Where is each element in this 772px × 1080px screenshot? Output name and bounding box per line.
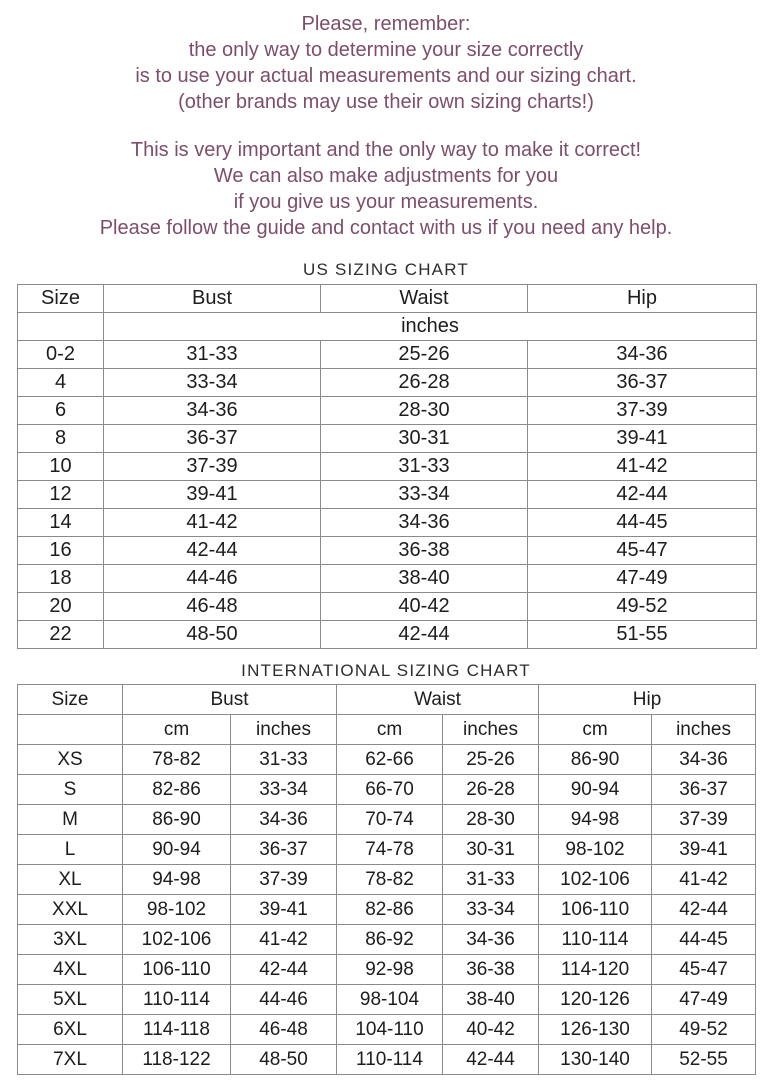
us-header-hip: Hip (528, 285, 757, 313)
intl-cell-hip-cm: 90-94 (539, 775, 652, 805)
intl-unit-bust-inches: inches (231, 715, 337, 745)
us-header-bust: Bust (104, 285, 321, 313)
intl-cell-size: 4XL (18, 955, 123, 985)
intl-unit-row (18, 715, 756, 745)
intro-line-follow-guide: Please follow the guide and contact with us if you need any help. (99, 217, 673, 239)
us-table-body (18, 341, 757, 649)
intro-line-measurements: is to use your actual measurements and our sizing chart. (135, 65, 637, 87)
us-header-size: Size (18, 285, 104, 313)
intro-paragraph-1 (0, 11, 772, 115)
intl-size-row (18, 985, 756, 1015)
intl-cell-bust-cm: 106-110 (123, 955, 231, 985)
intl-cell-waist-inches: 28-30 (443, 805, 539, 835)
intl-cell-size: 7XL (18, 1045, 123, 1075)
intl-cell-waist-inches: 25-26 (443, 745, 539, 775)
us-cell-bust: 42-44 (104, 537, 321, 565)
intl-cell-bust-cm: 78-82 (123, 745, 231, 775)
intl-cell-bust-inches: 31-33 (231, 745, 337, 775)
us-sizing-table (17, 284, 757, 649)
intl-unit-waist-cm: cm (337, 715, 443, 745)
us-cell-bust: 46-48 (104, 593, 321, 621)
intl-cell-waist-inches: 34-36 (443, 925, 539, 955)
intl-cell-waist-cm: 104-110 (337, 1015, 443, 1045)
intl-cell-bust-cm: 102-106 (123, 925, 231, 955)
intl-cell-bust-inches: 37-39 (231, 865, 337, 895)
intro-paragraph-2 (0, 137, 772, 241)
us-cell-hip: 49-52 (528, 593, 757, 621)
intl-cell-bust-cm: 82-86 (123, 775, 231, 805)
intl-size-row (18, 835, 756, 865)
intl-cell-bust-cm: 114-118 (123, 1015, 231, 1045)
intl-unit-hip-cm: cm (539, 715, 652, 745)
us-header-waist: Waist (321, 285, 528, 313)
intl-cell-waist-cm: 62-66 (337, 745, 443, 775)
intl-cell-hip-inches: 42-44 (652, 895, 756, 925)
intl-chart-title: INTERNATIONAL SIZING CHART (241, 661, 531, 680)
us-cell-size: 14 (18, 509, 104, 537)
intl-header-waist: Waist (337, 685, 539, 715)
intl-cell-size: XL (18, 865, 123, 895)
us-unit-row (18, 313, 757, 341)
us-cell-hip: 41-42 (528, 453, 757, 481)
us-size-row (18, 481, 757, 509)
intl-cell-hip-cm: 98-102 (539, 835, 652, 865)
intl-unit-waist-inches: inches (443, 715, 539, 745)
intl-size-row (18, 745, 756, 775)
intl-cell-size: 3XL (18, 925, 123, 955)
us-cell-size: 18 (18, 565, 104, 593)
intl-cell-waist-inches: 31-33 (443, 865, 539, 895)
us-cell-hip: 47-49 (528, 565, 757, 593)
intl-cell-hip-inches: 41-42 (652, 865, 756, 895)
intl-cell-hip-inches: 34-36 (652, 745, 756, 775)
intl-cell-hip-cm: 86-90 (539, 745, 652, 775)
us-size-row (18, 565, 757, 593)
us-cell-size: 8 (18, 425, 104, 453)
intl-cell-hip-inches: 37-39 (652, 805, 756, 835)
intl-unit-bust-cm: cm (123, 715, 231, 745)
intl-cell-hip-cm: 120-126 (539, 985, 652, 1015)
us-cell-waist: 26-28 (321, 369, 528, 397)
intro-line-give-measurements: if you give us your measurements. (233, 191, 539, 213)
intl-cell-waist-inches: 36-38 (443, 955, 539, 985)
intro-line-remember: Please, remember: (301, 13, 471, 35)
us-size-row (18, 537, 757, 565)
intl-cell-size: S (18, 775, 123, 805)
intl-size-row (18, 955, 756, 985)
us-cell-bust: 44-46 (104, 565, 321, 593)
intl-cell-hip-inches: 44-45 (652, 925, 756, 955)
intl-cell-waist-cm: 74-78 (337, 835, 443, 865)
intl-header-bust: Bust (123, 685, 337, 715)
intl-cell-hip-inches: 49-52 (652, 1015, 756, 1045)
us-cell-size: 10 (18, 453, 104, 481)
intl-cell-hip-inches: 39-41 (652, 835, 756, 865)
us-cell-waist: 36-38 (321, 537, 528, 565)
intl-cell-bust-inches: 44-46 (231, 985, 337, 1015)
intl-size-row (18, 895, 756, 925)
us-cell-bust: 33-34 (104, 369, 321, 397)
us-size-row (18, 453, 757, 481)
intl-cell-bust-cm: 118-122 (123, 1045, 231, 1075)
us-cell-size: 12 (18, 481, 104, 509)
intro-line-adjustments: We can also make adjustments for you (213, 165, 559, 187)
us-cell-waist: 34-36 (321, 509, 528, 537)
intl-cell-waist-inches: 26-28 (443, 775, 539, 805)
intl-table-body (18, 745, 756, 1075)
intl-size-row (18, 925, 756, 955)
intl-unit-hip-inches: inches (652, 715, 756, 745)
intl-size-row (18, 775, 756, 805)
intl-cell-hip-cm: 110-114 (539, 925, 652, 955)
intl-cell-bust-inches: 41-42 (231, 925, 337, 955)
intl-cell-bust-inches: 46-48 (231, 1015, 337, 1045)
us-cell-bust: 48-50 (104, 621, 321, 649)
us-cell-bust: 37-39 (104, 453, 321, 481)
intl-cell-waist-inches: 30-31 (443, 835, 539, 865)
us-cell-bust: 31-33 (104, 341, 321, 369)
intl-cell-bust-cm: 98-102 (123, 895, 231, 925)
us-cell-hip: 37-39 (528, 397, 757, 425)
intl-cell-waist-cm: 110-114 (337, 1045, 443, 1075)
intl-cell-hip-cm: 114-120 (539, 955, 652, 985)
intl-cell-size: XXL (18, 895, 123, 925)
us-cell-size: 16 (18, 537, 104, 565)
intl-cell-waist-cm: 70-74 (337, 805, 443, 835)
us-cell-waist: 33-34 (321, 481, 528, 509)
intl-cell-waist-cm: 86-92 (337, 925, 443, 955)
us-size-row (18, 425, 757, 453)
us-cell-size: 0-2 (18, 341, 104, 369)
us-cell-size: 22 (18, 621, 104, 649)
us-cell-bust: 41-42 (104, 509, 321, 537)
intl-cell-bust-cm: 94-98 (123, 865, 231, 895)
us-cell-hip: 51-55 (528, 621, 757, 649)
us-unit-label: inches (104, 313, 757, 341)
intl-cell-waist-inches: 42-44 (443, 1045, 539, 1075)
us-cell-hip: 42-44 (528, 481, 757, 509)
us-cell-waist: 28-30 (321, 397, 528, 425)
intl-cell-hip-cm: 130-140 (539, 1045, 652, 1075)
us-cell-waist: 40-42 (321, 593, 528, 621)
intl-cell-hip-cm: 126-130 (539, 1015, 652, 1045)
us-size-row (18, 397, 757, 425)
intl-cell-bust-inches: 34-36 (231, 805, 337, 835)
intl-cell-bust-inches: 48-50 (231, 1045, 337, 1075)
intl-cell-bust-cm: 110-114 (123, 985, 231, 1015)
intl-size-row (18, 1045, 756, 1075)
us-chart-title: US SIZING CHART (303, 260, 469, 279)
intl-cell-hip-cm: 102-106 (539, 865, 652, 895)
intl-cell-waist-cm: 66-70 (337, 775, 443, 805)
intro-line-only-way: the only way to determine your size correctly (188, 39, 584, 61)
us-cell-size: 4 (18, 369, 104, 397)
intl-cell-hip-cm: 94-98 (539, 805, 652, 835)
intl-cell-waist-cm: 92-98 (337, 955, 443, 985)
intl-header-size: Size (18, 685, 123, 715)
us-size-row (18, 369, 757, 397)
us-cell-hip: 36-37 (528, 369, 757, 397)
intl-cell-waist-cm: 82-86 (337, 895, 443, 925)
us-cell-waist: 25-26 (321, 341, 528, 369)
us-cell-hip: 39-41 (528, 425, 757, 453)
us-size-row (18, 593, 757, 621)
intl-cell-bust-inches: 36-37 (231, 835, 337, 865)
us-header-row (18, 285, 757, 313)
intro-line-important: This is very important and the only way to make it correct! (130, 139, 642, 161)
intl-cell-waist-inches: 33-34 (443, 895, 539, 925)
us-size-row (18, 509, 757, 537)
intl-unit-empty-cell (18, 715, 123, 745)
intl-cell-waist-cm: 78-82 (337, 865, 443, 895)
us-cell-bust: 36-37 (104, 425, 321, 453)
intl-header-hip: Hip (539, 685, 756, 715)
intl-cell-size: M (18, 805, 123, 835)
us-cell-hip: 34-36 (528, 341, 757, 369)
intro-text-block (0, 0, 772, 241)
intl-cell-waist-inches: 38-40 (443, 985, 539, 1015)
intl-cell-hip-inches: 52-55 (652, 1045, 756, 1075)
intl-cell-bust-inches: 39-41 (231, 895, 337, 925)
intl-cell-waist-cm: 98-104 (337, 985, 443, 1015)
intl-cell-hip-inches: 47-49 (652, 985, 756, 1015)
us-cell-bust: 39-41 (104, 481, 321, 509)
us-unit-empty-cell (18, 313, 104, 341)
intl-size-row (18, 865, 756, 895)
us-size-row (18, 621, 757, 649)
intl-cell-hip-inches: 36-37 (652, 775, 756, 805)
intro-line-other-brands: (other brands may use their own sizing charts!) (178, 91, 594, 113)
intl-sizing-table (17, 684, 756, 1075)
us-size-row (18, 341, 757, 369)
us-cell-waist: 38-40 (321, 565, 528, 593)
intl-cell-size: L (18, 835, 123, 865)
intl-cell-hip-inches: 45-47 (652, 955, 756, 985)
intl-cell-bust-inches: 42-44 (231, 955, 337, 985)
intl-size-row (18, 1015, 756, 1045)
intl-size-row (18, 805, 756, 835)
us-cell-waist: 30-31 (321, 425, 528, 453)
intl-cell-bust-cm: 86-90 (123, 805, 231, 835)
intl-cell-size: XS (18, 745, 123, 775)
us-cell-waist: 42-44 (321, 621, 528, 649)
intl-header-row (18, 685, 756, 715)
us-cell-size: 6 (18, 397, 104, 425)
intl-cell-hip-cm: 106-110 (539, 895, 652, 925)
intl-cell-bust-inches: 33-34 (231, 775, 337, 805)
us-cell-waist: 31-33 (321, 453, 528, 481)
intl-cell-size: 5XL (18, 985, 123, 1015)
intl-cell-waist-inches: 40-42 (443, 1015, 539, 1045)
intl-cell-size: 6XL (18, 1015, 123, 1045)
us-cell-bust: 34-36 (104, 397, 321, 425)
us-cell-hip: 44-45 (528, 509, 757, 537)
intl-cell-bust-cm: 90-94 (123, 835, 231, 865)
us-cell-hip: 45-47 (528, 537, 757, 565)
us-cell-size: 20 (18, 593, 104, 621)
